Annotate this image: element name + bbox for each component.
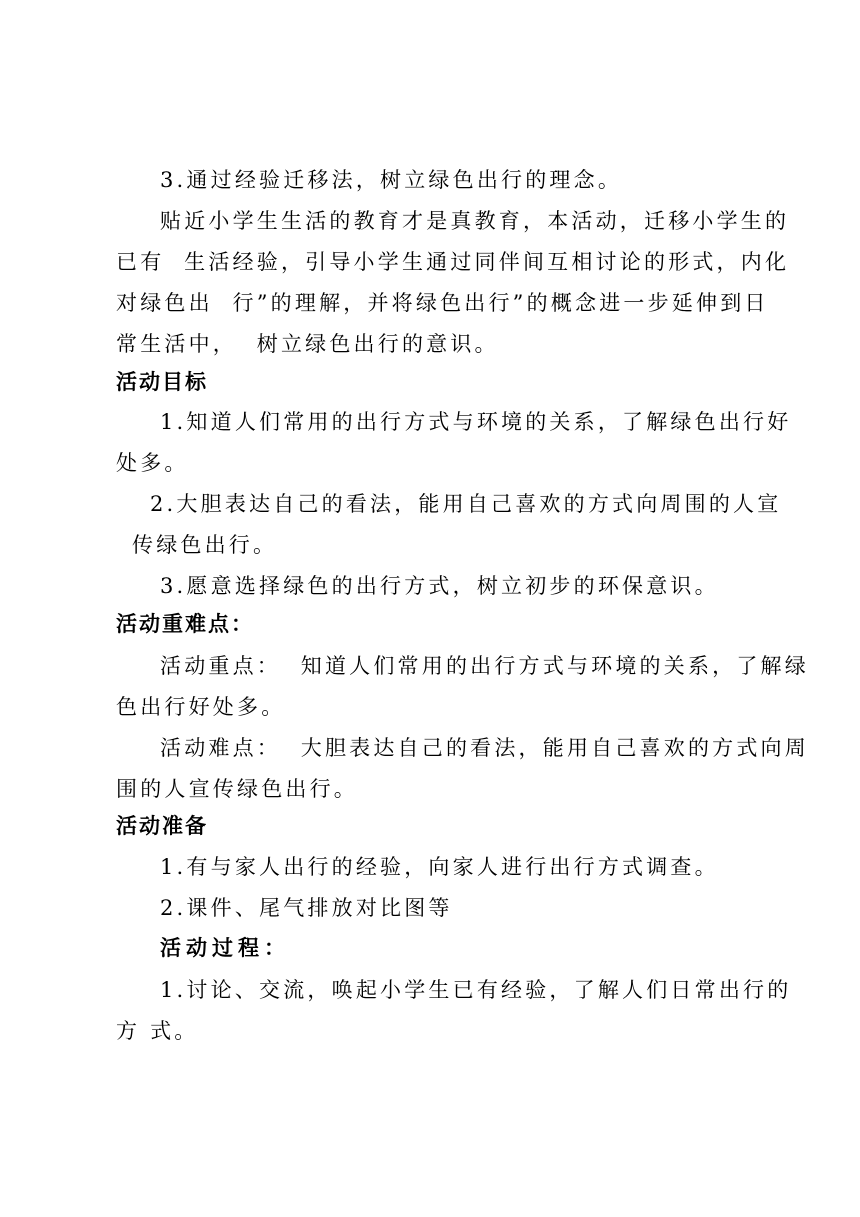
intro-item-3: 3.通过经验迁移法，树立绿色出行的理念。 [160, 168, 623, 192]
goal-item-3: 3.愿意选择绿色的出行方式，树立初步的环保意识。 [160, 574, 719, 598]
preparation-item-1: 1.有与家人出行的经验，向家人进行出行方式调查。 [160, 855, 719, 879]
preparation-item-2: 2.课件、尾气排放对比图等 [160, 896, 453, 920]
intro-paragraph-line-3: 对绿色出 行”的理解，并将绿色出行”的概念进一步延伸到日 [116, 291, 769, 315]
goal-item-1-line-2: 处多。 [116, 451, 189, 475]
process-item-1-line-2: 方 式。 [116, 1019, 199, 1043]
goal-item-2-line-2: 传绿色出行。 [132, 533, 278, 557]
intro-paragraph-line-2: 已有 生活经验，引导小学生通过同伴间互相讨论的形式，内化 [116, 250, 790, 274]
section-heading-goals: 活动目标 [116, 370, 208, 394]
key-point-difficulty-line-1: 活动难点： 大胆表达自己的看法，能用自己喜欢的方式向周 [160, 736, 809, 760]
intro-paragraph-line-1: 贴近小学生生活的教育才是真教育，本活动，迁移小学生的 [160, 209, 790, 233]
goal-item-2-line-1: 2.大胆表达自己的看法，能用自己喜欢的方式向周围的人宣 [150, 492, 782, 516]
key-point-focus-line-1: 活动重点： 知道人们常用的出行方式与环境的关系，了解绿 [160, 654, 809, 678]
section-heading-preparation: 活动准备 [116, 814, 208, 838]
intro-paragraph-line-4: 常生活中， 树立绿色出行的意识。 [116, 332, 499, 356]
goal-item-1-line-1: 1.知道人们常用的出行方式与环境的关系，了解绿色出行好 [160, 410, 792, 434]
key-point-difficulty-line-2: 围的人宣传绿色出行。 [116, 777, 358, 801]
key-point-focus-line-2: 色出行好处多。 [116, 695, 286, 719]
section-heading-process: 活动过程： [160, 936, 290, 960]
section-heading-key-points: 活动重难点： [116, 612, 254, 636]
process-item-1-line-1: 1.讨论、交流，唤起小学生已有经验，了解人们日常出行的 [160, 978, 792, 1002]
